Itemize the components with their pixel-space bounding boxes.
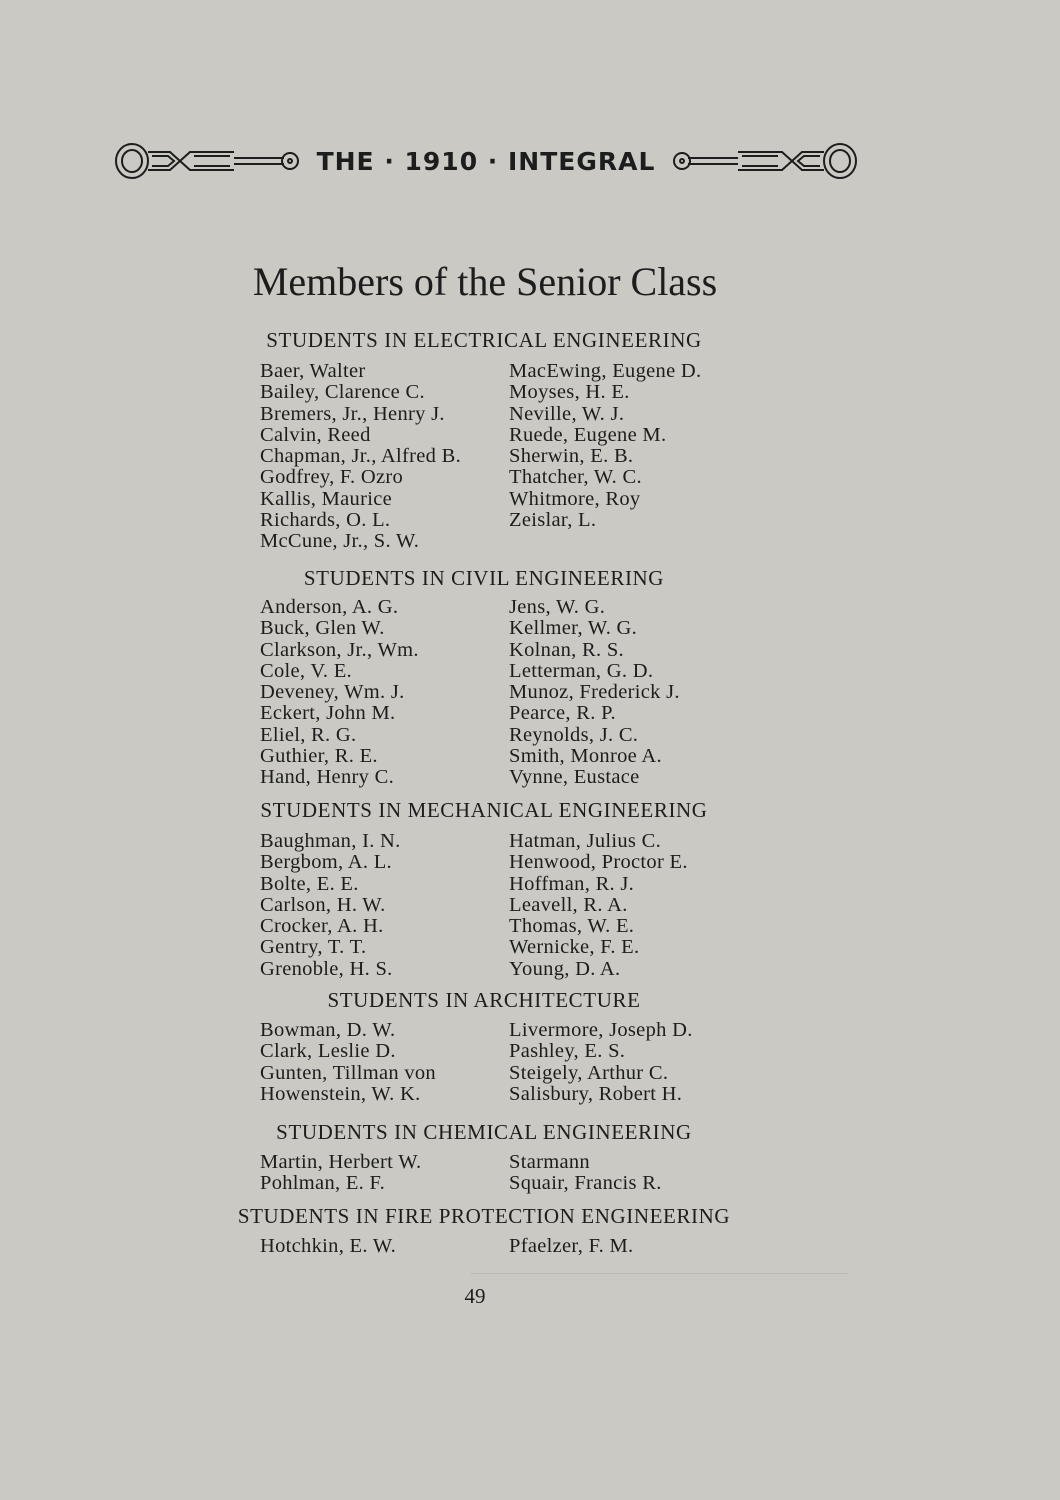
section-heading-civil-engineering: STUDENTS IN CIVIL ENGINEERING (303, 566, 665, 590)
student-name: Martin, Herbert W. (260, 1151, 422, 1173)
page-number: 49 (464, 1284, 486, 1308)
student-name: Henwood, Proctor E. (509, 851, 688, 874)
student-name: Thatcher, W. C. (509, 466, 642, 489)
running-header-title: THE · 1910 · INTEGRAL (316, 146, 656, 176)
student-name: Crocker, A. H. (260, 915, 384, 938)
student-name: Hoffman, R. J. (509, 872, 635, 895)
section-heading-electrical-engineering: STUDENTS IN ELECTRICAL ENGINEERING (266, 328, 702, 352)
student-name: Pashley, E. S. (509, 1040, 626, 1063)
student-name: Buck, Glen W. (260, 617, 385, 640)
student-name: Bremers, Jr., Henry J. (260, 402, 445, 425)
student-name: Deveney, Wm. J. (260, 681, 405, 704)
student-name: Salisbury, Robert H. (509, 1082, 683, 1105)
student-name: Godfrey, F. Ozro (260, 466, 404, 489)
left-column-fire-protection-engineering (260, 1236, 396, 1257)
student-name: Carlson, H. W. (260, 893, 386, 916)
student-name: Hand, Henry C. (260, 766, 395, 789)
student-name: Cole, V. E. (260, 659, 352, 682)
student-name: Reynolds, J. C. (509, 723, 639, 746)
section-heading-architecture: STUDENTS IN ARCHITECTURE (327, 988, 641, 1012)
divider (470, 1273, 848, 1274)
student-name: Squair, Francis R. (509, 1172, 662, 1195)
student-name: Smith, Monroe A. (509, 745, 662, 768)
left-column-architecture (260, 1020, 436, 1105)
student-name: Anderson, A. G. (260, 596, 399, 618)
student-name: Neville, W. J. (509, 402, 625, 425)
student-name: Clark, Leslie D. (260, 1040, 396, 1063)
right-ornament-icon (670, 140, 860, 182)
student-name: Steigely, Arthur C. (509, 1061, 669, 1084)
student-name: Gunten, Tillman von (260, 1061, 436, 1084)
student-name: Letterman, G. D. (509, 659, 654, 682)
student-name: Howenstein, W. K. (260, 1082, 421, 1105)
student-name: Thomas, W. E. (509, 915, 635, 938)
student-name: Guthier, R. E. (260, 745, 378, 768)
right-column-civil-engineering (509, 597, 680, 789)
student-name: Calvin, Reed (260, 423, 371, 446)
student-name: Grenoble, H. S. (260, 957, 393, 980)
student-name: Livermore, Joseph D. (509, 1019, 693, 1041)
section-heading-fire-protection-engineering: STUDENTS IN FIRE PROTECTION ENGINEERING (237, 1204, 731, 1228)
right-column-architecture (509, 1020, 693, 1105)
student-name: MacEwing, Eugene D. (509, 360, 702, 382)
student-name: Kellmer, W. G. (509, 617, 638, 640)
student-name: Ruede, Eugene M. (509, 423, 667, 446)
student-name: Leavell, R. A. (509, 893, 628, 916)
student-name: Wernicke, F. E. (509, 936, 640, 959)
section-heading-mechanical-engineering: STUDENTS IN MECHANICAL ENGINEERING (260, 798, 708, 822)
student-name: Starmann (509, 1151, 590, 1173)
student-name: Hatman, Julius C. (509, 830, 662, 852)
student-name: Zeislar, L. (509, 509, 597, 532)
student-name: Bergbom, A. L. (260, 851, 392, 874)
left-column-civil-engineering (260, 597, 419, 789)
student-name: Baer, Walter (260, 360, 366, 382)
student-name: Baughman, I. N. (260, 830, 401, 852)
student-name: Vynne, Eustace (509, 766, 640, 789)
student-name: Whitmore, Roy (509, 487, 641, 510)
student-name: Pearce, R. P. (509, 702, 616, 725)
page-title: Members of the Senior Class (252, 259, 718, 304)
student-name: Bowman, D. W. (260, 1019, 396, 1041)
left-column-chemical-engineering (260, 1152, 421, 1195)
student-name: Kallis, Maurice (260, 487, 393, 510)
student-name: Richards, O. L. (260, 509, 391, 532)
student-name: Sherwin, E. B. (509, 445, 634, 468)
student-name: Young, D. A. (509, 957, 621, 980)
right-column-fire-protection-engineering (509, 1236, 633, 1257)
student-name: Eliel, R. G. (260, 723, 357, 746)
right-column-electrical-engineering (509, 361, 701, 531)
left-ornament-icon (112, 140, 302, 182)
student-name: Hotchkin, E. W. (260, 1235, 397, 1257)
student-name: Bailey, Clarence C. (260, 381, 425, 404)
section-heading-chemical-engineering: STUDENTS IN CHEMICAL ENGINEERING (276, 1120, 692, 1144)
student-name: Pfaelzer, F. M. (509, 1235, 634, 1257)
student-name: McCune, Jr., S. W. (260, 530, 420, 553)
student-name: Moyses, H. E. (509, 381, 630, 404)
left-column-electrical-engineering (260, 361, 461, 553)
right-column-mechanical-engineering (509, 831, 688, 980)
student-name: Clarkson, Jr., Wm. (260, 638, 419, 661)
student-name: Munoz, Frederick J. (509, 681, 680, 704)
student-name: Kolnan, R. S. (509, 638, 624, 661)
student-name: Pohlman, E. F. (260, 1172, 385, 1195)
right-column-chemical-engineering (509, 1152, 662, 1195)
student-name: Jens, W. G. (509, 596, 606, 618)
student-name: Eckert, John M. (260, 702, 396, 725)
student-name: Bolte, E. E. (260, 872, 359, 895)
student-name: Gentry, T. T. (260, 936, 367, 959)
left-column-mechanical-engineering (260, 831, 401, 980)
student-name: Chapman, Jr., Alfred B. (260, 445, 462, 468)
running-header (112, 140, 860, 182)
